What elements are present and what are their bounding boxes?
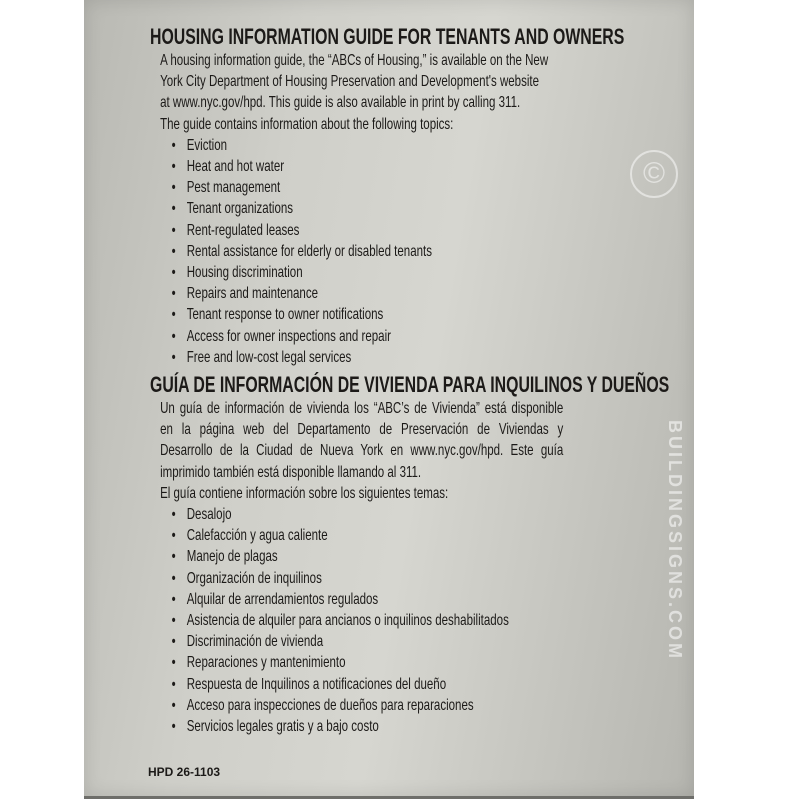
paragraph-line: Un guía de información de vivienda los “ABC’s de Vivienda” está disponible <box>160 400 564 418</box>
topic-label: Asistencia de alquiler para ancianos o inquilinos deshabilitados <box>186 612 509 630</box>
topic-label: Rent-regulated leases <box>186 221 300 239</box>
paragraph-line: Desarrollo de la Ciudad de Nueva York en www.nyc.gov/hpd. Este guía <box>160 442 564 460</box>
topic-label: Organización de inquilinos <box>186 569 322 587</box>
topic-item <box>150 347 351 368</box>
paragraph-line: York City Department of Housing Preservation and Development's website <box>160 73 540 91</box>
topic-item <box>150 177 280 198</box>
paragraph-line: at www.nyc.gov/hpd. This guide is also available in print by calling 311. <box>160 94 521 112</box>
topic-label: Desalojo <box>186 506 232 524</box>
topic-item <box>150 695 474 716</box>
topic-label: Tenant organizations <box>186 200 294 218</box>
topic-label: Servicios legales gratis y a bajo costo <box>186 718 379 736</box>
topic-item <box>150 220 299 241</box>
copyright-watermark-icon: © <box>630 150 678 198</box>
bullet-icon: • <box>171 179 176 197</box>
topic-label: Reparaciones y mantenimiento <box>186 654 346 672</box>
spanish-paragraph <box>150 398 670 504</box>
bullet-icon: • <box>171 654 176 672</box>
paragraph-line: imprimido también está disponible llamando al 311. <box>160 463 422 481</box>
watermark-text: BUILDINGSIGNS.COM <box>665 420 685 662</box>
bullet-icon: • <box>171 285 176 303</box>
english-topic-list <box>150 135 670 368</box>
topic-label: Manejo de plagas <box>186 548 278 566</box>
topic-item <box>150 631 323 652</box>
bullet-icon: • <box>171 527 176 545</box>
topic-item <box>150 546 278 567</box>
topic-label: Tenant response to owner notifications <box>186 306 384 324</box>
topic-label: Pest management <box>186 179 281 197</box>
bullet-icon: • <box>171 348 176 366</box>
bullet-icon: • <box>171 136 176 154</box>
bullet-icon: • <box>171 221 176 239</box>
form-code: HPD 26-1103 <box>148 765 221 779</box>
topic-item <box>150 326 391 347</box>
topic-item <box>150 716 379 737</box>
topic-item <box>150 262 303 283</box>
bullet-icon: • <box>171 590 176 608</box>
topic-item <box>150 674 446 695</box>
topic-item <box>150 304 383 325</box>
topic-label: Respuesta de Inquilinos a notificaciones del dueño <box>186 675 447 693</box>
topic-label: Calefacción y agua caliente <box>186 527 328 545</box>
topic-label: Free and low-cost legal services <box>186 348 352 366</box>
bullet-icon: • <box>171 548 176 566</box>
spanish-topic-list <box>150 504 670 737</box>
sign-content <box>150 24 670 737</box>
topic-label: Acceso para inspecciones de dueños para reparaciones <box>186 696 474 714</box>
topic-label: Access for owner inspections and repair <box>186 327 391 345</box>
paragraph-line: en la página web del Departamento de Preservación de Viviendas y <box>160 421 564 439</box>
english-paragraph <box>150 50 670 135</box>
topic-item <box>150 241 432 262</box>
spanish-title: GUÍA DE INFORMACIÓN DE VIVIENDA PARA INQUILINOS Y DUEÑOS <box>150 372 670 398</box>
topic-label: Heat and hot water <box>186 158 285 176</box>
bullet-icon: • <box>171 633 176 651</box>
paragraph-line: A housing information guide, the “ABCs of Housing,” is available on the New <box>160 52 549 69</box>
bullet-icon: • <box>171 696 176 714</box>
topic-item <box>150 568 322 589</box>
topic-label: Repairs and maintenance <box>186 285 319 303</box>
bullet-icon: • <box>171 569 176 587</box>
topic-item <box>150 156 284 177</box>
bullet-icon: • <box>171 718 176 736</box>
topic-item <box>150 504 232 525</box>
bullet-icon: • <box>171 675 176 693</box>
topic-label: Housing discrimination <box>186 264 303 282</box>
topic-label: Discriminación de vivienda <box>186 633 324 651</box>
topic-item <box>150 198 293 219</box>
bullet-icon: • <box>171 506 176 524</box>
topic-item <box>150 652 346 673</box>
topic-item <box>150 589 378 610</box>
topic-label: Rental assistance for elderly or disabled tenants <box>186 242 432 260</box>
paragraph-line: El guía contiene información sobre los siguientes temas: <box>160 484 449 502</box>
bullet-icon: • <box>171 158 176 176</box>
topic-label: Eviction <box>186 136 228 154</box>
topic-item <box>150 283 318 304</box>
topic-item <box>150 135 227 156</box>
bullet-icon: • <box>171 327 176 345</box>
paragraph-line: The guide contains information about the following topics: <box>160 115 454 133</box>
bullet-icon: • <box>171 200 176 218</box>
english-title: HOUSING INFORMATION GUIDE FOR TENANTS AND OWNERS <box>150 24 625 49</box>
topic-item <box>150 610 509 631</box>
bullet-icon: • <box>171 612 176 630</box>
topic-item <box>150 525 328 546</box>
bullet-icon: • <box>171 264 176 282</box>
topic-label: Alquilar de arrendamientos regulados <box>186 590 379 608</box>
bullet-icon: • <box>171 242 176 260</box>
bullet-icon: • <box>171 306 176 324</box>
